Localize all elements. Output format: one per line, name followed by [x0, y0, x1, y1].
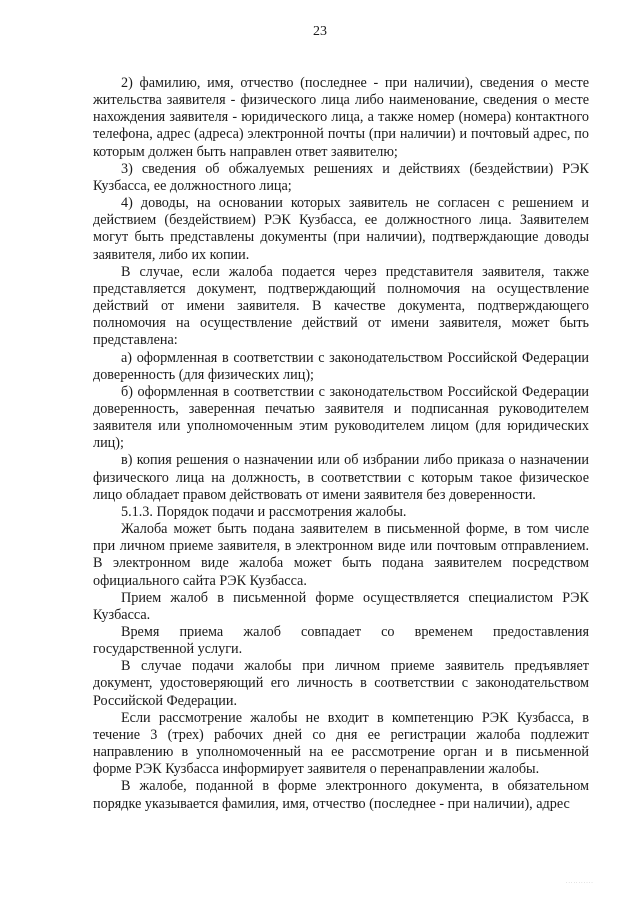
page-number: 23 [313, 24, 327, 39]
paragraph-applicant-details: 2) фамилию, имя, отчество (последнее - при наличии), сведения о месте жительства заявителя - физического лица либо наименование, сведения о месте нахождения заявителя - юридического лица, а также номер (номера) контактного телефона, адрес (адреса) электронной почты (при наличии) и почтовый адрес, по которым должен быть направлен ответ заявителю; [93, 75, 589, 160]
paragraph-representative: В случае, если жалоба подается через представителя заявителя, также представляется документ, подтверждающий полномочия на осуществление действий от имени заявителя. В качестве документа, подтверждающего полномочия на осуществление действий от имени заявителя, может быть представлена: [93, 263, 589, 349]
paragraph-reception: Прием жалоб в письменной форме осуществляется специалистом РЭК Кузбасса. [93, 589, 589, 623]
section-heading-5-1-3: 5.1.3. Порядок подачи и рассмотрения жалобы. [121, 503, 407, 520]
paragraph-arguments: 4) доводы, на основании которых заявитель не согласен с решением и действием (бездействием) РЭК Кузбасса, ее должностного лица. Заявителем могут быть представлены документы (при наличии), подтверждающие доводы заявителя, либо их копии. [93, 195, 589, 263]
paragraph-identity-document: В случае подачи жалобы при личном приеме заявитель предъявляет документ, удостоверяющий его личность в соответствии с законодательством Российской Федерации. [93, 658, 589, 709]
document-body [93, 75, 589, 813]
paragraph-reception-time: Время приема жалоб совпадает со временем предоставления государственной услуги. [93, 624, 589, 658]
paragraph-appealed-decisions: 3) сведения об обжалуемых решениях и действиях (бездействии) РЭК Кузбасса, ее должностного лица; [93, 160, 589, 194]
paragraph-submission-methods: Жалоба может быть подана заявителем в письменной форме, в том числе при личном приеме заявителя, в электронном виде или почтовым отправлением. В электронном виде жалоба может быть подана заявителем посредством официального сайта РЭК Кузбасса. [93, 521, 589, 589]
paragraph-electronic-form: В жалобе, поданной в форме электронного документа, в обязательном порядке указывается фамилия, имя, отчество (последнее - при наличии), адрес [93, 778, 589, 812]
paragraph-item-v: в) копия решения о назначении или об избрании либо приказа о назначении физического лица на должность, в соответствии с которым такое физическое лицо обладает правом действовать от имени заявителя без доверенности. [93, 452, 589, 503]
paragraph-redirection: Если рассмотрение жалобы не входит в компетенцию РЭК Кузбасса, в течение 3 (трех) рабочих дней со дня ее регистрации жалоба подлежит направлению в уполномоченный на ее рассмотрение орган и в письменной форме РЭК Кузбасса информирует заявителя о перенаправлении жалобы. [93, 709, 589, 778]
footer-scan-mark: · · · · · · · · · · · [566, 880, 593, 885]
paragraph-item-b: б) оформленная в соответствии с законодательством Российской Федерации доверенность, заверенная печатью заявителя и подписанная руководителем заявителя или уполномоченным этим руководителем лицом (для юридических лиц); [93, 383, 589, 452]
paragraph-item-a: а) оформленная в соответствии с законодательством Российской Федерации доверенность (для физических лиц); [93, 349, 589, 383]
